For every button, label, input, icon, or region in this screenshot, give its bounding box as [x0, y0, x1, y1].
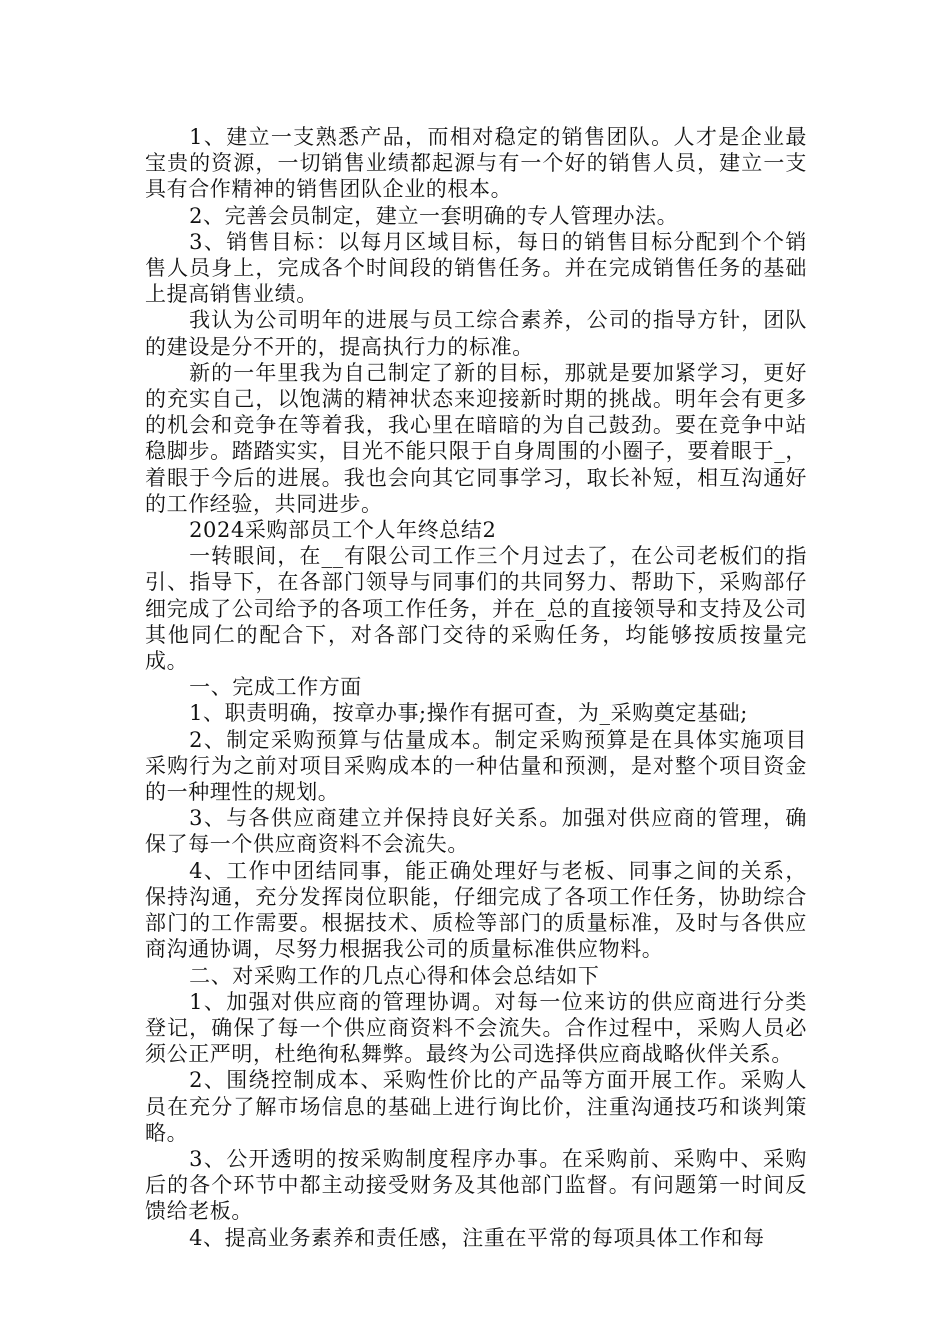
paragraph: 1、建立一支熟悉产品，而相对稳定的销售团队。人才是企业最宝贵的资源，一切销售业绩都起源与有一个好的销售人员，建立一支具有合作精神的销售团队企业的根本。	[145, 125, 807, 202]
paragraph: 我认为公司明年的进展与员工综合素养，公司的指导方针，团队的建设是分不开的，提高执行力的标准。	[145, 308, 807, 359]
paragraph: 3、公开透明的按采购制度程序办事。在采购前、采购中、采购后的各个环节中都主动接受财务及其他部门监督。有问题第一时间反馈给老板。	[145, 1146, 807, 1224]
paragraph: 新的一年里我为自己制定了新的目标，那就是要加紧学习，更好的充实自己，以饱满的精神状态来迎接新时期的挑战。明年会有更多的机会和竞争在等着我，我心里在暗暗的为自己鼓劲。要在竞争中站稳脚步。踏踏实实，目光不能只限于自身周围的小圈子，要着眼于_，着眼于今后的进展。我也会向其它同事学习，取长补短，相互沟通好的工作经验，共同进步。	[145, 360, 807, 516]
paragraph: 4、工作中团结同事，能正确处理好与老板、同事之间的关系，保持沟通，充分发挥岗位职能，仔细完成了各项工作任务，协助综合部门的工作需要。根据技术、质检等部门的质量标准，及时与各供应商沟通协调，尽努力根据我公司的质量标准供应物料。	[145, 858, 807, 962]
paragraph: 2、围绕控制成本、采购性价比的产品等方面开展工作。采购人员在充分了解市场信息的基础上进行询比价，注重沟通技巧和谈判策略。	[145, 1068, 807, 1145]
paragraph: 1、职责明确，按章办事;操作有据可查，为_采购奠定基础;	[189, 701, 748, 726]
paragraph: 4、提高业务素养和责任感，注重在平常的每项具体工作和每	[189, 1225, 765, 1250]
paragraph: 一转眼间，在__有限公司工作三个月过去了，在公司老板们的指引、指导下，在各部门领导与同事们的共同努力、帮助下，采购部仔细完成了公司给予的各项工作任务，并在_总的直接领导和支持及公司其他同仁的配合下，对各部门交待的采购任务，均能够按质按量完成。	[145, 544, 807, 674]
paragraph: 2、制定采购预算与估量成本。制定采购预算是在具体实施项目采购行为之前对项目采购成本的一种估量和预测，是对整个项目资金的一种理性的规划。	[145, 727, 807, 805]
document-body	[145, 124, 807, 1251]
paragraph: 2、完善会员制定，建立一套明确的专人管理办法。	[189, 203, 679, 228]
paragraph: 1、加强对供应商的管理协调。对每一位来访的供应商进行分类登记，确保了每一个供应商资料不会流失。合作过程中，采购人员必须公正严明，杜绝徇私舞弊。最终为公司选择供应商战略伙伴关系。	[145, 989, 807, 1067]
section-heading: 二、对采购工作的几点心得和体会总结如下	[189, 963, 600, 988]
section-heading: 2024采购部员工个人年终总结2	[189, 518, 497, 543]
section-heading: 一、完成工作方面	[189, 675, 362, 700]
paragraph: 3、销售目标：以每月区域目标，每日的销售目标分配到个个销售人员身上，完成各个时间段的销售任务。并在完成销售任务的基础上提高销售业绩。	[145, 229, 807, 307]
paragraph: 3、与各供应商建立并保持良好关系。加强对供应商的管理，确保了每一个供应商资料不会流失。	[145, 806, 807, 857]
